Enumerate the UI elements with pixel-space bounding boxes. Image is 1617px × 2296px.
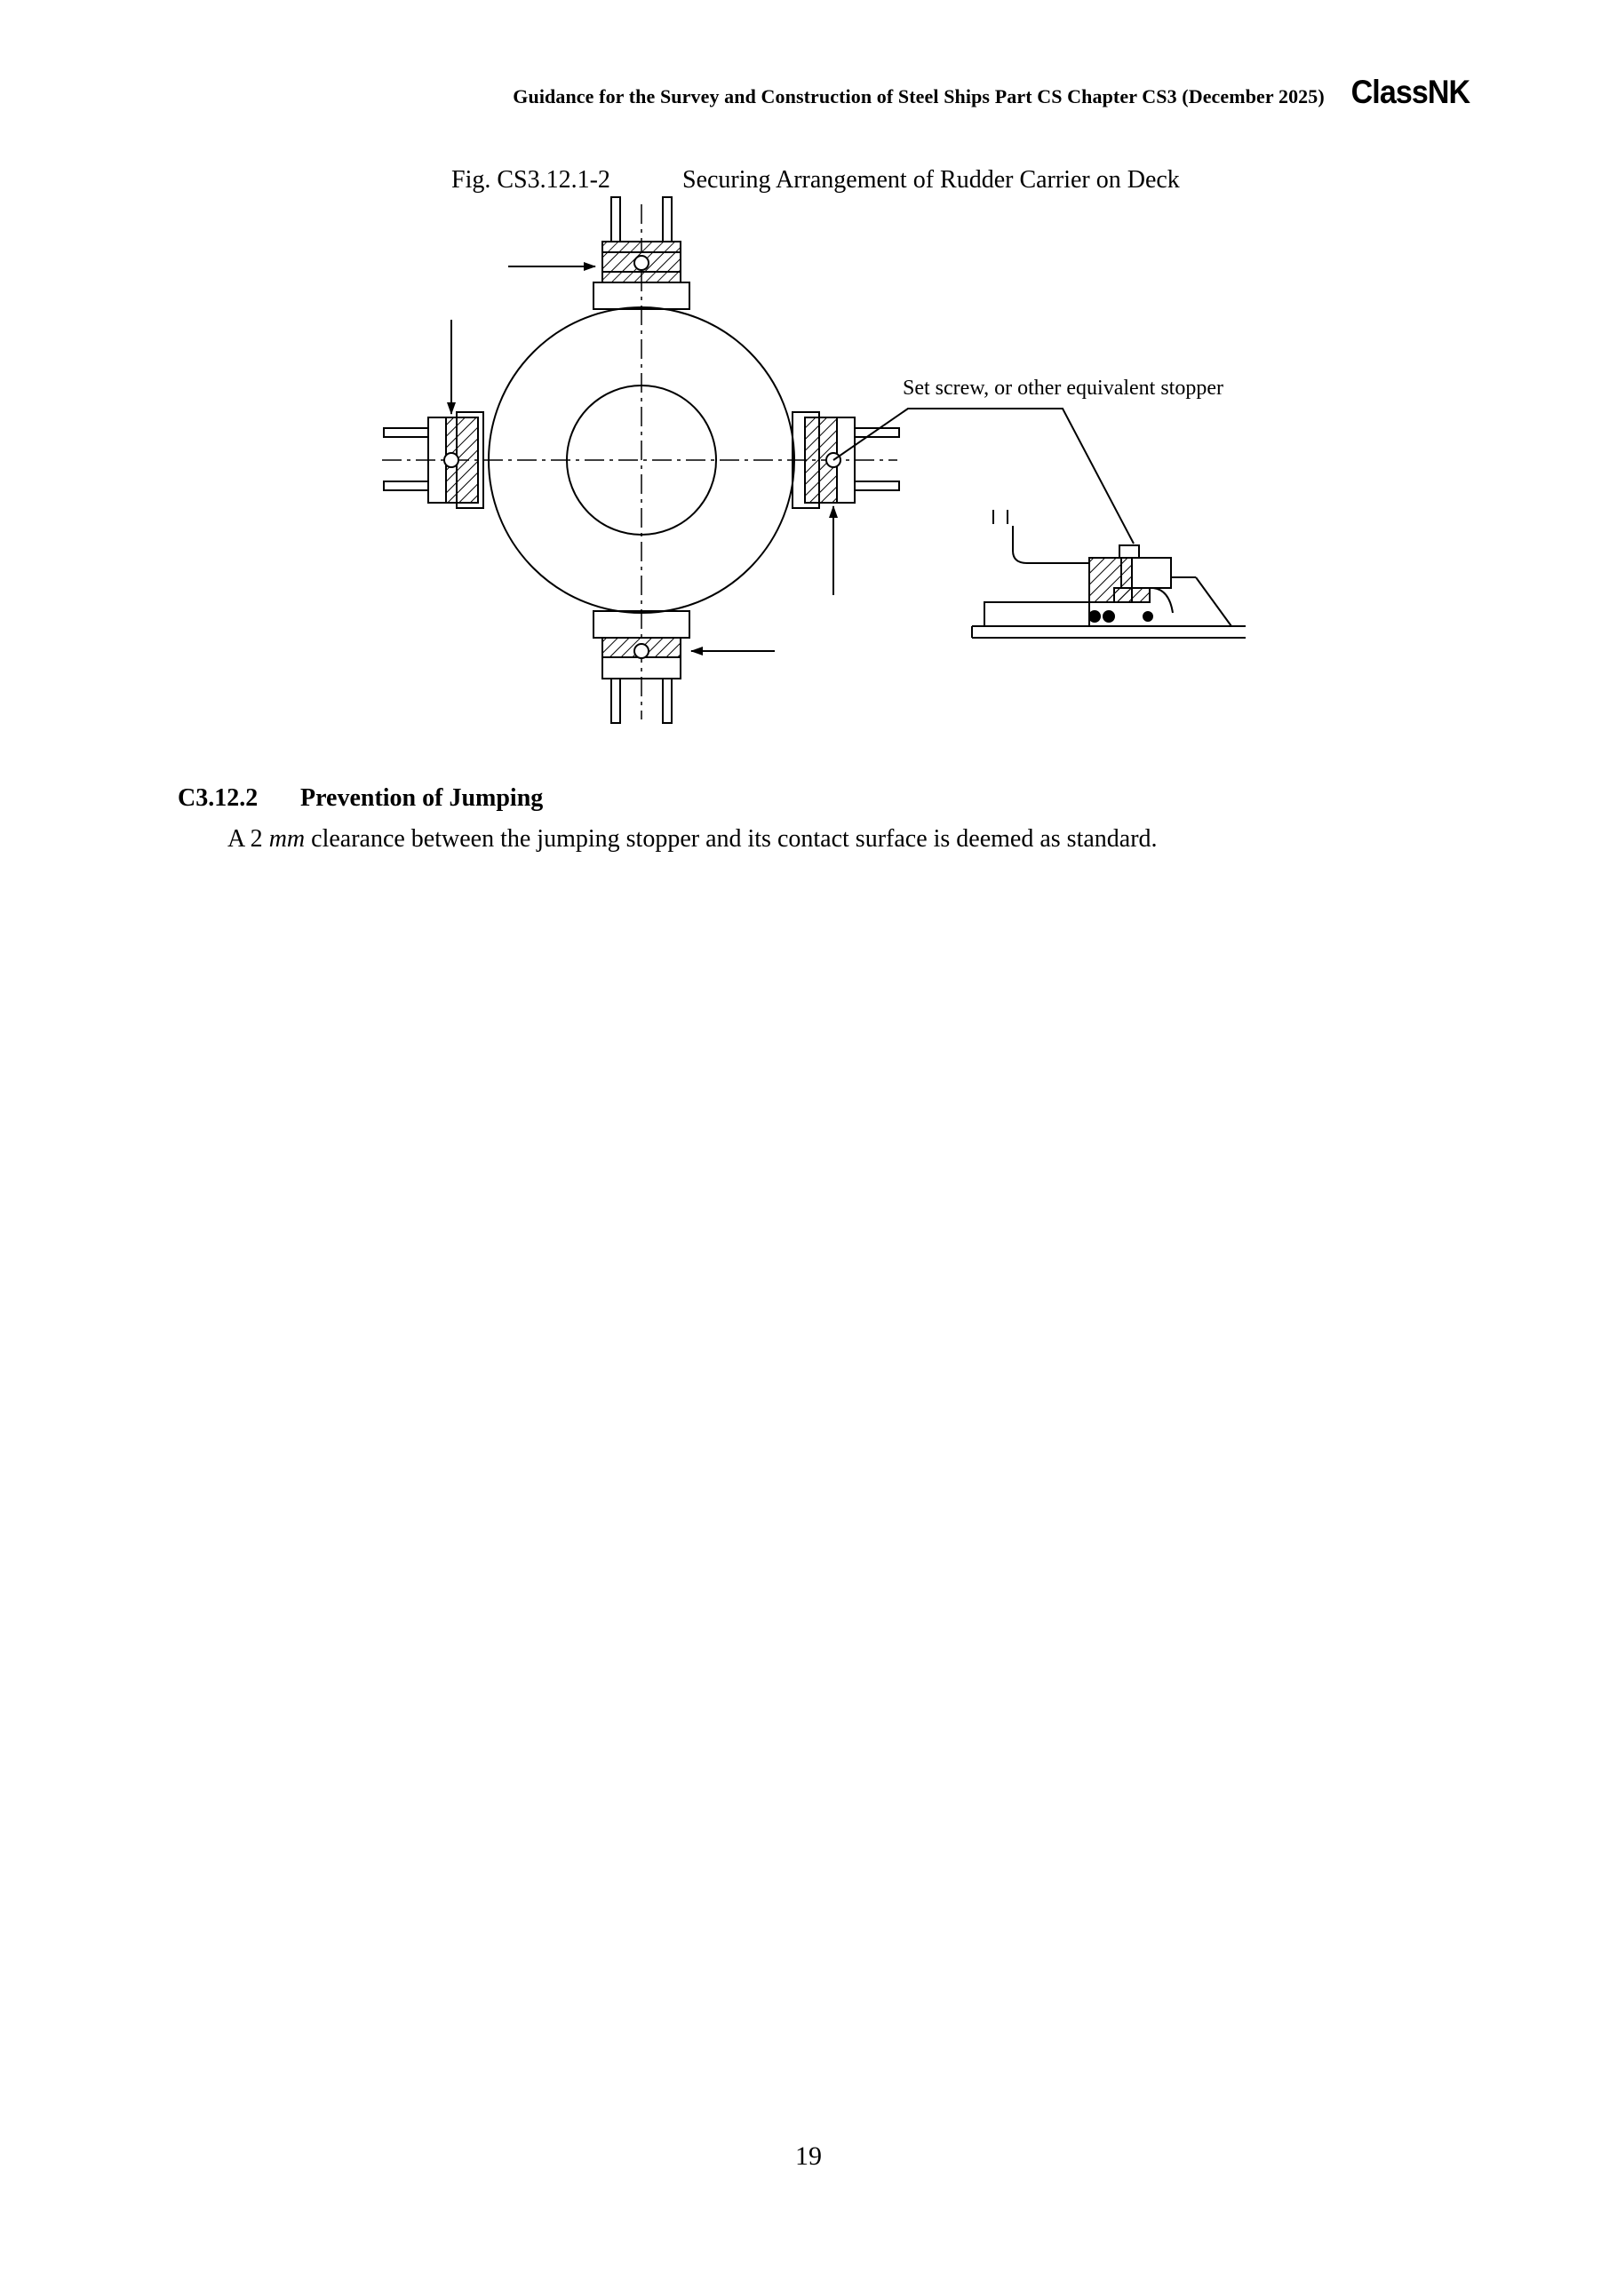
figure-number: Fig. CS3.12.1-2: [451, 166, 610, 194]
stopper-leader-line: [833, 409, 1134, 544]
classnk-logo: ClassNK: [1350, 74, 1470, 110]
side-elevation-detail: [972, 510, 1246, 638]
paragraph-unit: mm: [268, 825, 306, 853]
section-paragraph: [227, 824, 1158, 854]
rudder-carrier-drawing: [0, 0, 1617, 799]
section-heading: [178, 783, 543, 814]
page-number: 19: [795, 2141, 822, 2171]
stopper-label: Set screw, or other equivalent stopper: [903, 377, 1223, 400]
paragraph-text-start: A 2: [227, 825, 269, 853]
figure-title: Securing Arrangement of Rudder Carrier on Deck: [682, 166, 1180, 194]
section-number: C3.12.2: [178, 784, 259, 812]
paragraph-text-end: clearance between the jumping stopper and its contact surface is deemed as standard.: [305, 825, 1158, 853]
section-title: Prevention of Jumping: [300, 784, 544, 812]
header-title: Guidance for the Survey and Construction of Steel Ships Part CS Chapter CS3 (December 2025): [513, 85, 1325, 107]
